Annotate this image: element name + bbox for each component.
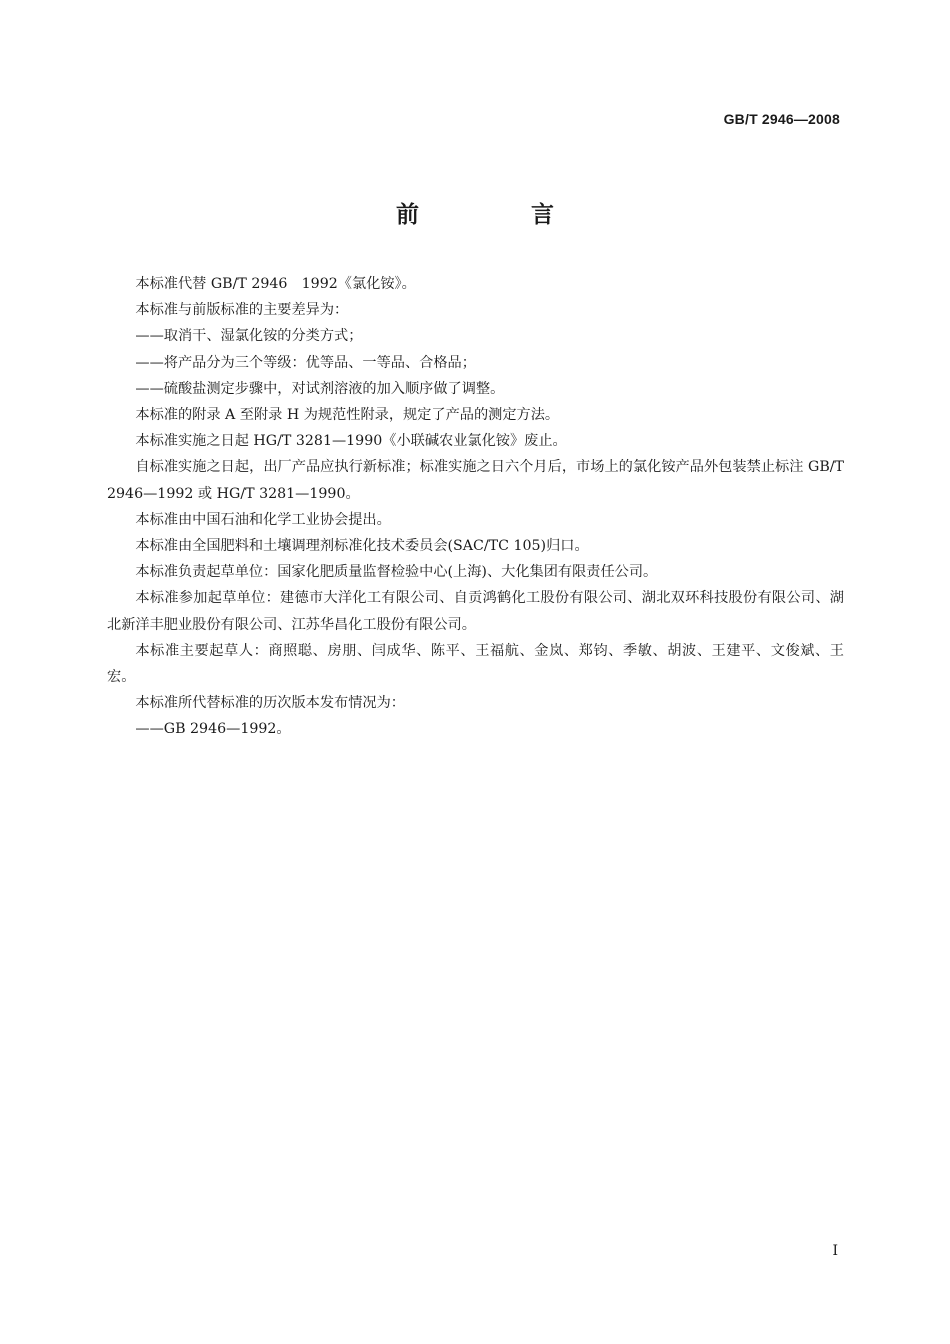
list-item: ——取消干、湿氯化铵的分类方式； — [135, 328, 363, 345]
foreword-body — [107, 271, 844, 743]
paragraph: 本标准与前版标准的主要差异为： — [135, 302, 349, 319]
paragraph: 自标准实施之日起，出厂产品应执行新标准；标准实施之日六个月后，市场上的氯化铵产品外包装禁止标注 GB/T 2946—1992 或 HG/T 3281—1990。 — [107, 459, 844, 502]
page-title: 前 言 — [395, 202, 606, 228]
standard-code: GB/T 2946—2008 — [723, 111, 840, 127]
paragraph: 本标准负责起草单位：国家化肥质量监督检验中心(上海)、大化集团有限责任公司。 — [135, 564, 658, 581]
paragraph: 本标准由中国石油和化学工业协会提出。 — [135, 511, 391, 528]
paragraph: 本标准由全国肥料和土壤调理剂标准化技术委员会(SAC/TC 105)归口。 — [135, 538, 589, 555]
list-item: ——将产品分为三个等级：优等品、一等品、合格品； — [135, 354, 476, 371]
page-number: I — [832, 1243, 838, 1259]
paragraph: 本标准所代替标准的历次版本发布情况为： — [135, 695, 405, 712]
paragraph: 本标准主要起草人：商照聪、房朋、闫成华、陈平、王福航、金岚、郑钧、季敏、胡波、王建平、文俊斌、王宏。 — [107, 642, 844, 686]
list-item: ——硫酸盐测定步骤中，对试剂溶液的加入顺序做了调整。 — [135, 380, 505, 397]
list-item: ——GB 2946—1992。 — [135, 721, 291, 738]
paragraph: 本标准代替 GB/T 2946 1992《氯化铵》。 — [135, 276, 416, 292]
paragraph: 本标准的附录 A 至附录 H 为规范性附录，规定了产品的测定方法。 — [135, 407, 560, 424]
paragraph: 本标准参加起草单位：建德市大洋化工有限公司、自贡鸿鹤化工股份有限公司、湖北双环科技股份有限公司、湖北新洋丰肥业股份有限公司、江苏华昌化工股份有限公司。 — [107, 590, 844, 633]
paragraph: 本标准实施之日起 HG/T 3281—1990《小联碱农业氯化铵》废止。 — [135, 433, 567, 450]
